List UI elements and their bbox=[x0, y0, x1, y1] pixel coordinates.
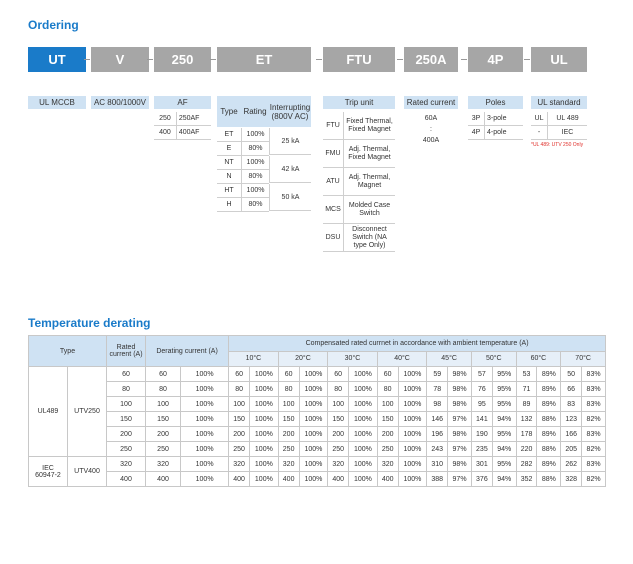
type-code: N bbox=[217, 170, 242, 184]
trip-row bbox=[323, 140, 395, 168]
compensated-value: 71 bbox=[516, 382, 537, 397]
code-separator bbox=[84, 59, 90, 60]
compensated-percent: 88% bbox=[537, 412, 561, 427]
compensated-value: 150 bbox=[328, 412, 349, 427]
compensated-percent: 100% bbox=[349, 397, 378, 412]
compensated-percent: 89% bbox=[537, 457, 561, 472]
compensated-value: 60 bbox=[377, 367, 398, 382]
af-table bbox=[154, 112, 211, 140]
header-af: AF bbox=[154, 96, 211, 110]
code-separator bbox=[316, 59, 322, 60]
compensated-value: 80 bbox=[377, 382, 398, 397]
compensated-value: 196 bbox=[427, 427, 448, 442]
compensated-value: 320 bbox=[377, 457, 398, 472]
compensated-percent: 94% bbox=[492, 442, 516, 457]
compensated-percent: 100% bbox=[349, 412, 378, 427]
pole-code: 4P bbox=[468, 126, 485, 140]
compensated-value: 320 bbox=[229, 457, 250, 472]
compensated-percent: 82% bbox=[582, 442, 606, 457]
ul-note: *UL 489: UTV 250 Only bbox=[531, 142, 584, 148]
interrupting-value: 25 kA bbox=[269, 128, 311, 155]
rating-value: 100% bbox=[242, 128, 270, 142]
type-code: HT bbox=[217, 184, 242, 198]
compensated-value: 95 bbox=[471, 397, 492, 412]
trip-desc: Disconnect Switch (NA type Only) bbox=[344, 224, 396, 252]
derating-row bbox=[29, 442, 606, 457]
derating-header-row bbox=[29, 336, 606, 352]
rating-value: 100% bbox=[242, 184, 270, 198]
compensated-percent: 100% bbox=[299, 472, 328, 487]
temperature-header: 20°C bbox=[278, 351, 328, 367]
header-poles: Poles bbox=[468, 96, 523, 110]
header-mccb: UL MCCB bbox=[28, 96, 86, 110]
type-code: ET bbox=[217, 128, 242, 142]
code-separator bbox=[461, 59, 467, 60]
rated-cell: 60 bbox=[107, 367, 146, 382]
interrupting-value: 50 kA bbox=[269, 184, 311, 211]
rating-value: 80% bbox=[242, 198, 270, 212]
compensated-value: 352 bbox=[516, 472, 537, 487]
rated-cell: 320 bbox=[107, 457, 146, 472]
trip-row bbox=[323, 168, 395, 196]
compensated-value: 250 bbox=[229, 442, 250, 457]
compensated-value: 328 bbox=[561, 472, 582, 487]
model-cell: UTV250 bbox=[68, 367, 107, 457]
compensated-percent: 100% bbox=[299, 442, 328, 457]
compensated-percent: 97% bbox=[448, 472, 472, 487]
compensated-percent: 100% bbox=[299, 457, 328, 472]
code-box-6: 4P bbox=[468, 47, 523, 72]
compensated-value: 100 bbox=[377, 397, 398, 412]
trip-desc: Fixed Thermal, Fixed Magnet bbox=[344, 112, 396, 140]
code-box-7: UL bbox=[531, 47, 587, 72]
rated-current-value: 60A bbox=[424, 115, 438, 122]
compensated-value: 282 bbox=[516, 457, 537, 472]
compensated-percent: 95% bbox=[492, 367, 516, 382]
compensated-percent: 100% bbox=[349, 457, 378, 472]
standard-row bbox=[531, 112, 587, 126]
rated-current-value: : bbox=[430, 126, 432, 133]
compensated-percent: 100% bbox=[349, 367, 378, 382]
code-separator bbox=[210, 59, 216, 60]
compensated-percent: 100% bbox=[398, 382, 427, 397]
compensated-percent: 94% bbox=[492, 472, 516, 487]
standard-label: IEC bbox=[548, 126, 588, 140]
compensated-value: 301 bbox=[471, 457, 492, 472]
header-trip-unit: Trip unit bbox=[323, 96, 395, 110]
code-separator bbox=[397, 59, 403, 60]
compensated-percent: 97% bbox=[448, 412, 472, 427]
compensated-value: 400 bbox=[377, 472, 398, 487]
compensated-value: 178 bbox=[516, 427, 537, 442]
derating-table bbox=[28, 335, 606, 487]
trip-unit-table bbox=[323, 112, 395, 252]
derating-header-rated: Rated current (A) bbox=[107, 336, 146, 367]
compensated-value: 220 bbox=[516, 442, 537, 457]
type-row bbox=[217, 170, 269, 184]
rated-cell: 200 bbox=[107, 427, 146, 442]
compensated-value: 132 bbox=[516, 412, 537, 427]
compensated-value: 59 bbox=[427, 367, 448, 382]
compensated-value: 89 bbox=[516, 397, 537, 412]
compensated-value: 50 bbox=[561, 367, 582, 382]
derating-row bbox=[29, 457, 606, 472]
compensated-value: 250 bbox=[278, 442, 299, 457]
derating-percent: 100% bbox=[181, 367, 229, 382]
compensated-value: 250 bbox=[377, 442, 398, 457]
compensated-percent: 89% bbox=[537, 427, 561, 442]
rated-cell: 100 bbox=[107, 397, 146, 412]
temperature-header: 70°C bbox=[561, 351, 606, 367]
compensated-value: 100 bbox=[328, 397, 349, 412]
compensated-value: 141 bbox=[471, 412, 492, 427]
compensated-percent: 98% bbox=[448, 457, 472, 472]
compensated-value: 100 bbox=[278, 397, 299, 412]
compensated-percent: 82% bbox=[582, 472, 606, 487]
compensated-percent: 100% bbox=[299, 382, 328, 397]
pole-code: 3P bbox=[468, 112, 485, 126]
compensated-percent: 98% bbox=[448, 382, 472, 397]
compensated-percent: 100% bbox=[299, 427, 328, 442]
derating-header-derating: Derating current (A) bbox=[146, 336, 229, 367]
code-separator bbox=[524, 59, 530, 60]
compensated-value: 76 bbox=[471, 382, 492, 397]
derating-percent: 100% bbox=[181, 412, 229, 427]
rating-value: 80% bbox=[242, 142, 270, 156]
compensated-value: 200 bbox=[278, 427, 299, 442]
compensated-value: 200 bbox=[328, 427, 349, 442]
standard-code: - bbox=[531, 126, 548, 140]
compensated-value: 400 bbox=[229, 472, 250, 487]
compensated-percent: 89% bbox=[537, 367, 561, 382]
header-interrupting: Interrupting (800V AC) bbox=[269, 96, 311, 128]
compensated-value: 80 bbox=[328, 382, 349, 397]
derating-value: 150 bbox=[146, 412, 181, 427]
header-rating: Rating bbox=[241, 96, 269, 128]
compensated-percent: 100% bbox=[398, 457, 427, 472]
compensated-percent: 83% bbox=[582, 427, 606, 442]
derating-value: 320 bbox=[146, 457, 181, 472]
type-code: H bbox=[217, 198, 242, 212]
compensated-value: 400 bbox=[328, 472, 349, 487]
trip-code: MCS bbox=[323, 196, 344, 224]
derating-value: 60 bbox=[146, 367, 181, 382]
type-rating-table bbox=[217, 128, 269, 212]
compensated-percent: 100% bbox=[349, 382, 378, 397]
compensated-percent: 95% bbox=[492, 397, 516, 412]
compensated-percent: 95% bbox=[492, 382, 516, 397]
compensated-value: 78 bbox=[427, 382, 448, 397]
compensated-value: 166 bbox=[561, 427, 582, 442]
compensated-value: 388 bbox=[427, 472, 448, 487]
compensated-value: 150 bbox=[278, 412, 299, 427]
type-row bbox=[217, 128, 269, 142]
compensated-percent: 98% bbox=[448, 397, 472, 412]
compensated-value: 320 bbox=[328, 457, 349, 472]
compensated-value: 250 bbox=[328, 442, 349, 457]
compensated-value: 83 bbox=[561, 397, 582, 412]
compensated-percent: 82% bbox=[582, 412, 606, 427]
pole-label: 3-pole bbox=[485, 112, 524, 126]
compensated-value: 205 bbox=[561, 442, 582, 457]
trip-row bbox=[323, 196, 395, 224]
trip-code: FMU bbox=[323, 140, 344, 168]
compensated-value: 60 bbox=[278, 367, 299, 382]
type-row bbox=[217, 198, 269, 212]
compensated-percent: 83% bbox=[582, 397, 606, 412]
rated-cell: 150 bbox=[107, 412, 146, 427]
compensated-percent: 88% bbox=[537, 472, 561, 487]
header-ul-standard: UL standard bbox=[531, 96, 587, 110]
derating-row bbox=[29, 472, 606, 487]
type-code: NT bbox=[217, 156, 242, 170]
compensated-value: 310 bbox=[427, 457, 448, 472]
rated-cell: 400 bbox=[107, 472, 146, 487]
compensated-percent: 94% bbox=[492, 412, 516, 427]
compensated-percent: 100% bbox=[349, 472, 378, 487]
derating-header-compensated: Compensated rated currnet in accordance with ambient temperature (A) bbox=[229, 336, 606, 352]
derating-row bbox=[29, 367, 606, 382]
af-label: 400AF bbox=[176, 126, 211, 140]
compensated-percent: 89% bbox=[537, 397, 561, 412]
compensated-percent: 89% bbox=[537, 382, 561, 397]
ordering-title: Ordering bbox=[28, 18, 79, 32]
compensated-value: 235 bbox=[471, 442, 492, 457]
compensated-value: 60 bbox=[229, 367, 250, 382]
poles-table bbox=[468, 112, 523, 140]
trip-code: ATU bbox=[323, 168, 344, 196]
derating-value: 250 bbox=[146, 442, 181, 457]
compensated-percent: 100% bbox=[250, 427, 279, 442]
compensated-value: 376 bbox=[471, 472, 492, 487]
code-box-2: 250 bbox=[154, 47, 211, 72]
compensated-percent: 100% bbox=[299, 412, 328, 427]
compensated-value: 320 bbox=[278, 457, 299, 472]
af-label: 250AF bbox=[176, 112, 211, 126]
standard-code: UL bbox=[531, 112, 548, 126]
compensated-percent: 100% bbox=[250, 442, 279, 457]
trip-code: DSU bbox=[323, 224, 344, 252]
code-box-0: UT bbox=[28, 47, 86, 72]
code-box-5: 250A bbox=[404, 47, 458, 72]
derating-row bbox=[29, 427, 606, 442]
derating-percent: 100% bbox=[181, 457, 229, 472]
compensated-percent: 100% bbox=[299, 367, 328, 382]
compensated-value: 100 bbox=[229, 397, 250, 412]
af-row bbox=[154, 112, 211, 126]
compensated-value: 243 bbox=[427, 442, 448, 457]
temperature-header: 30°C bbox=[328, 351, 378, 367]
code-box-3: ET bbox=[217, 47, 311, 72]
compensated-value: 150 bbox=[229, 412, 250, 427]
pole-row bbox=[468, 126, 523, 140]
derating-percent: 100% bbox=[181, 472, 229, 487]
type-code: E bbox=[217, 142, 242, 156]
trip-desc: Adj. Thermal, Fixed Magnet bbox=[344, 140, 396, 168]
header-voltage: AC 800/1000V bbox=[91, 96, 149, 110]
derating-header-type: Type bbox=[29, 336, 107, 367]
temperature-header: 40°C bbox=[377, 351, 427, 367]
compensated-value: 262 bbox=[561, 457, 582, 472]
pole-row bbox=[468, 112, 523, 126]
compensated-value: 190 bbox=[471, 427, 492, 442]
rated-cell: 250 bbox=[107, 442, 146, 457]
compensated-percent: 83% bbox=[582, 457, 606, 472]
standard-row bbox=[531, 126, 587, 140]
compensated-percent: 97% bbox=[448, 442, 472, 457]
compensated-percent: 100% bbox=[349, 442, 378, 457]
compensated-value: 400 bbox=[278, 472, 299, 487]
temperature-header: 10°C bbox=[229, 351, 279, 367]
type-row bbox=[217, 142, 269, 156]
compensated-percent: 100% bbox=[250, 472, 279, 487]
derating-row bbox=[29, 412, 606, 427]
trip-row bbox=[323, 224, 395, 252]
rated-cell: 80 bbox=[107, 382, 146, 397]
compensated-percent: 100% bbox=[398, 427, 427, 442]
rating-value: 80% bbox=[242, 170, 270, 184]
compensated-value: 57 bbox=[471, 367, 492, 382]
compensated-percent: 100% bbox=[299, 397, 328, 412]
derating-percent: 100% bbox=[181, 397, 229, 412]
standard-table bbox=[531, 112, 587, 140]
derating-percent: 100% bbox=[181, 382, 229, 397]
standard-label: UL 489 bbox=[548, 112, 588, 126]
compensated-percent: 83% bbox=[582, 382, 606, 397]
compensated-percent: 83% bbox=[582, 367, 606, 382]
header-rated-current: Rated current bbox=[404, 96, 458, 110]
standard-cell: UL489 bbox=[29, 367, 68, 457]
compensated-value: 150 bbox=[377, 412, 398, 427]
derating-value: 200 bbox=[146, 427, 181, 442]
compensated-value: 53 bbox=[516, 367, 537, 382]
interrupting-value: 42 kA bbox=[269, 156, 311, 183]
compensated-value: 80 bbox=[278, 382, 299, 397]
code-box-4: FTU bbox=[323, 47, 395, 72]
derating-percent: 100% bbox=[181, 442, 229, 457]
compensated-percent: 100% bbox=[398, 367, 427, 382]
derating-row bbox=[29, 382, 606, 397]
derating-title: Temperature derating bbox=[28, 316, 151, 330]
header-type: Type bbox=[217, 96, 241, 128]
af-code: 400 bbox=[154, 126, 176, 140]
af-row bbox=[154, 126, 211, 140]
trip-code: FTU bbox=[323, 112, 344, 140]
compensated-percent: 100% bbox=[398, 472, 427, 487]
compensated-percent: 100% bbox=[398, 442, 427, 457]
compensated-percent: 100% bbox=[250, 367, 279, 382]
temperature-header: 45°C bbox=[427, 351, 472, 367]
compensated-percent: 100% bbox=[250, 382, 279, 397]
compensated-percent: 100% bbox=[349, 427, 378, 442]
code-box-1: V bbox=[91, 47, 149, 72]
standard-cell: IEC 60947-2 bbox=[29, 457, 68, 487]
compensated-percent: 95% bbox=[492, 427, 516, 442]
derating-percent: 100% bbox=[181, 427, 229, 442]
compensated-percent: 100% bbox=[250, 397, 279, 412]
compensated-percent: 100% bbox=[398, 397, 427, 412]
derating-row bbox=[29, 397, 606, 412]
compensated-value: 80 bbox=[229, 382, 250, 397]
derating-value: 400 bbox=[146, 472, 181, 487]
trip-desc: Adj. Thermal, Magnet bbox=[344, 168, 396, 196]
model-cell: UTV400 bbox=[68, 457, 107, 487]
compensated-percent: 98% bbox=[448, 427, 472, 442]
compensated-value: 200 bbox=[377, 427, 398, 442]
compensated-value: 66 bbox=[561, 382, 582, 397]
af-code: 250 bbox=[154, 112, 176, 126]
compensated-percent: 100% bbox=[398, 412, 427, 427]
rated-current-value: 400A bbox=[422, 137, 440, 144]
trip-row bbox=[323, 112, 395, 140]
compensated-value: 123 bbox=[561, 412, 582, 427]
compensated-value: 200 bbox=[229, 427, 250, 442]
compensated-value: 60 bbox=[328, 367, 349, 382]
compensated-value: 98 bbox=[427, 397, 448, 412]
compensated-percent: 100% bbox=[250, 457, 279, 472]
trip-desc: Molded Case Switch bbox=[344, 196, 396, 224]
temperature-header: 60°C bbox=[516, 351, 561, 367]
code-separator bbox=[147, 59, 153, 60]
pole-label: 4-pole bbox=[485, 126, 524, 140]
derating-value: 100 bbox=[146, 397, 181, 412]
derating-value: 80 bbox=[146, 382, 181, 397]
rating-value: 100% bbox=[242, 156, 270, 170]
type-row bbox=[217, 156, 269, 170]
type-row bbox=[217, 184, 269, 198]
compensated-percent: 95% bbox=[492, 457, 516, 472]
compensated-value: 146 bbox=[427, 412, 448, 427]
compensated-percent: 88% bbox=[537, 442, 561, 457]
compensated-percent: 98% bbox=[448, 367, 472, 382]
compensated-percent: 100% bbox=[250, 412, 279, 427]
temperature-header: 50°C bbox=[471, 351, 516, 367]
